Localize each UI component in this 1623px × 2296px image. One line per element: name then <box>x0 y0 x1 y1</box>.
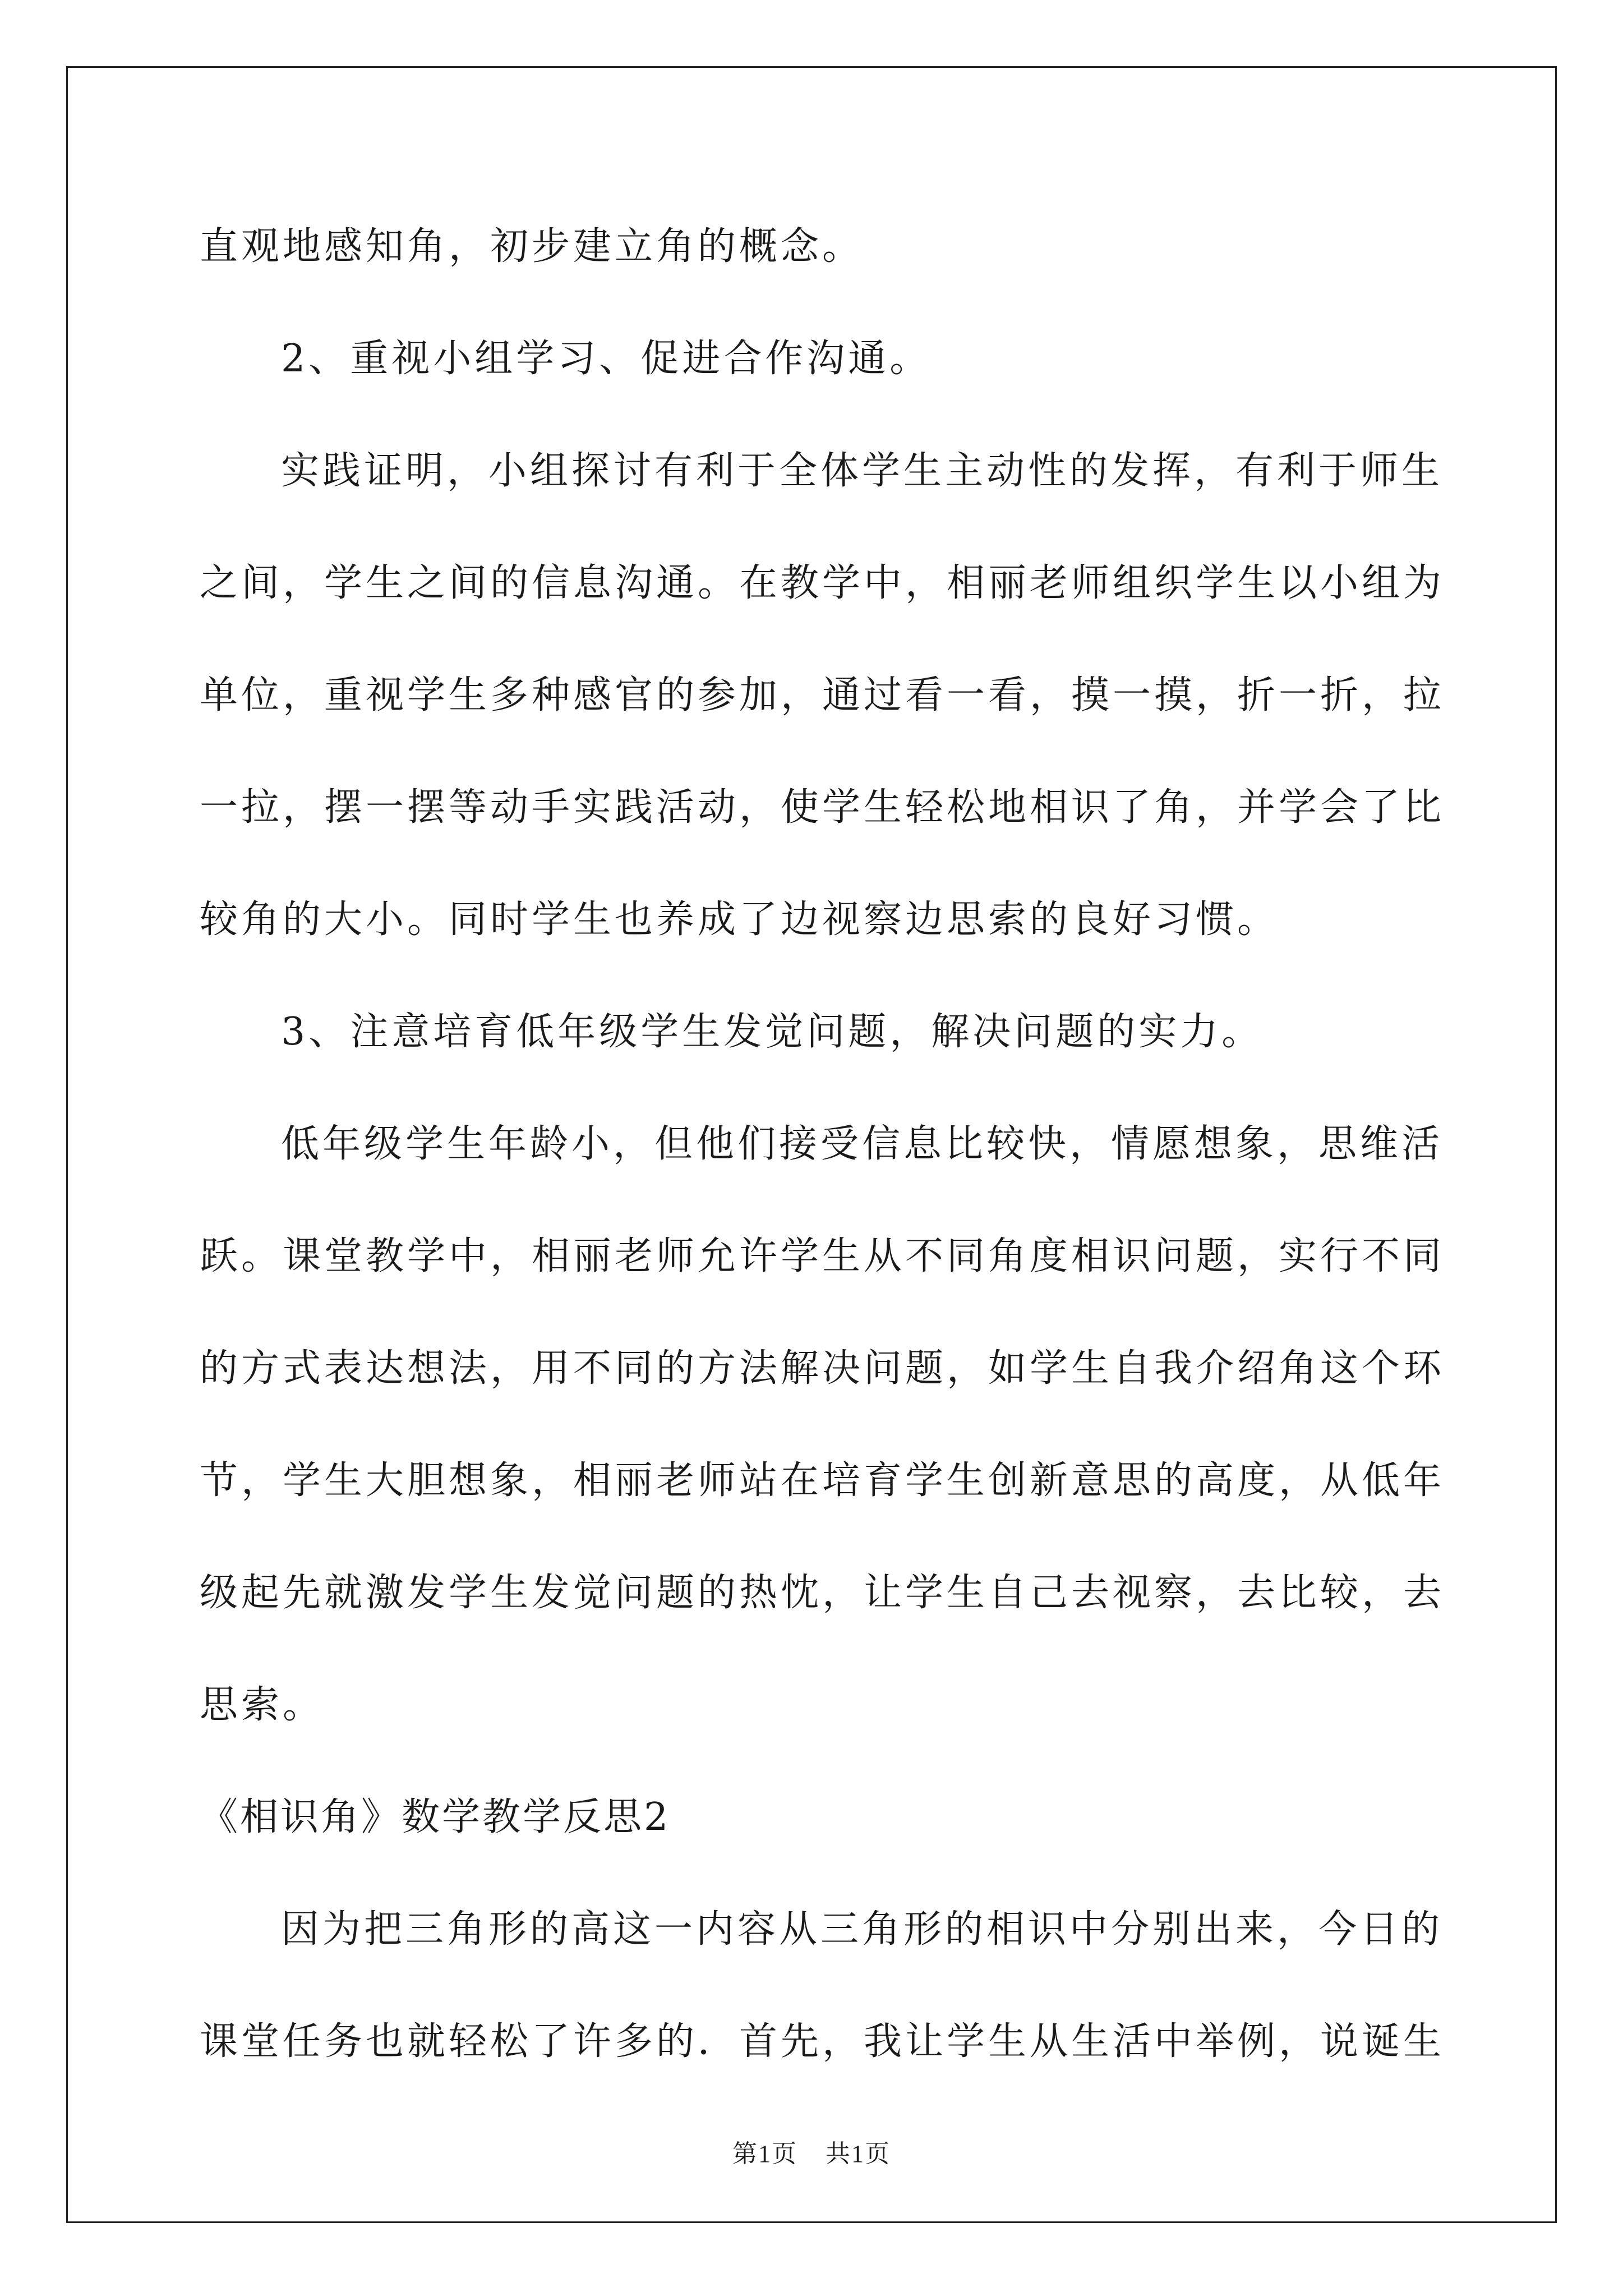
text-line: 跃。课堂教学中，相丽老师允许学生从不同角度相识问题，实行不同 <box>200 1234 1445 1278</box>
text-line: 思索。 <box>200 1683 325 1727</box>
text-line: 较角的大小。同时学生也养成了边视察边思索的良好习惯。 <box>200 898 1279 942</box>
section-heading: 3、注意培育低年级学生发觉问题，解决问题的实力。 <box>281 1010 1264 1054</box>
text-line: 节，学生大胆想象，相丽老师站在培育学生创新意思的高度，从低年 <box>200 1458 1445 1503</box>
text-line: 一拉，摆一摆等动手实践活动，使学生轻松地相识了角，并学会了比 <box>200 785 1445 830</box>
text-line: 因为把三角形的高这一内容从三角形的相识中分别出来，今日的 <box>281 1907 1444 1952</box>
text-line: 的方式表达想法，用不同的方法解决问题，如学生自我介绍角这个环 <box>200 1346 1445 1391</box>
text-line: 课堂任务也就轻松了许多的．首先，我让学生从生活中举例，说诞生 <box>200 2019 1445 2064</box>
page-total: 共1页 <box>826 2140 891 2168</box>
article-title: 《相识角》数学教学反思2 <box>200 1795 671 1839</box>
page-number: 第1页 <box>732 2140 797 2168</box>
page-footer <box>0 2137 1623 2171</box>
text-line: 级起先就激发学生发觉问题的热忱，让学生自己去视察，去比较，去 <box>200 1571 1445 1615</box>
text-line: 直观地感知角，初步建立角的概念。 <box>200 224 864 269</box>
text-line: 低年级学生年龄小，但他们接受信息比较快，情愿想象，思维活 <box>281 1122 1444 1166</box>
section-heading: 2、重视小组学习、促进合作沟通。 <box>281 337 932 381</box>
text-line: 单位，重视学生多种感官的参加，通过看一看，摸一摸，折一折，拉 <box>200 673 1445 717</box>
text-line: 之间，学生之间的信息沟通。在教学中，相丽老师组织学生以小组为 <box>200 561 1445 605</box>
text-line: 实践证明，小组探讨有利于全体学生主动性的发挥，有利于师生 <box>281 449 1444 493</box>
